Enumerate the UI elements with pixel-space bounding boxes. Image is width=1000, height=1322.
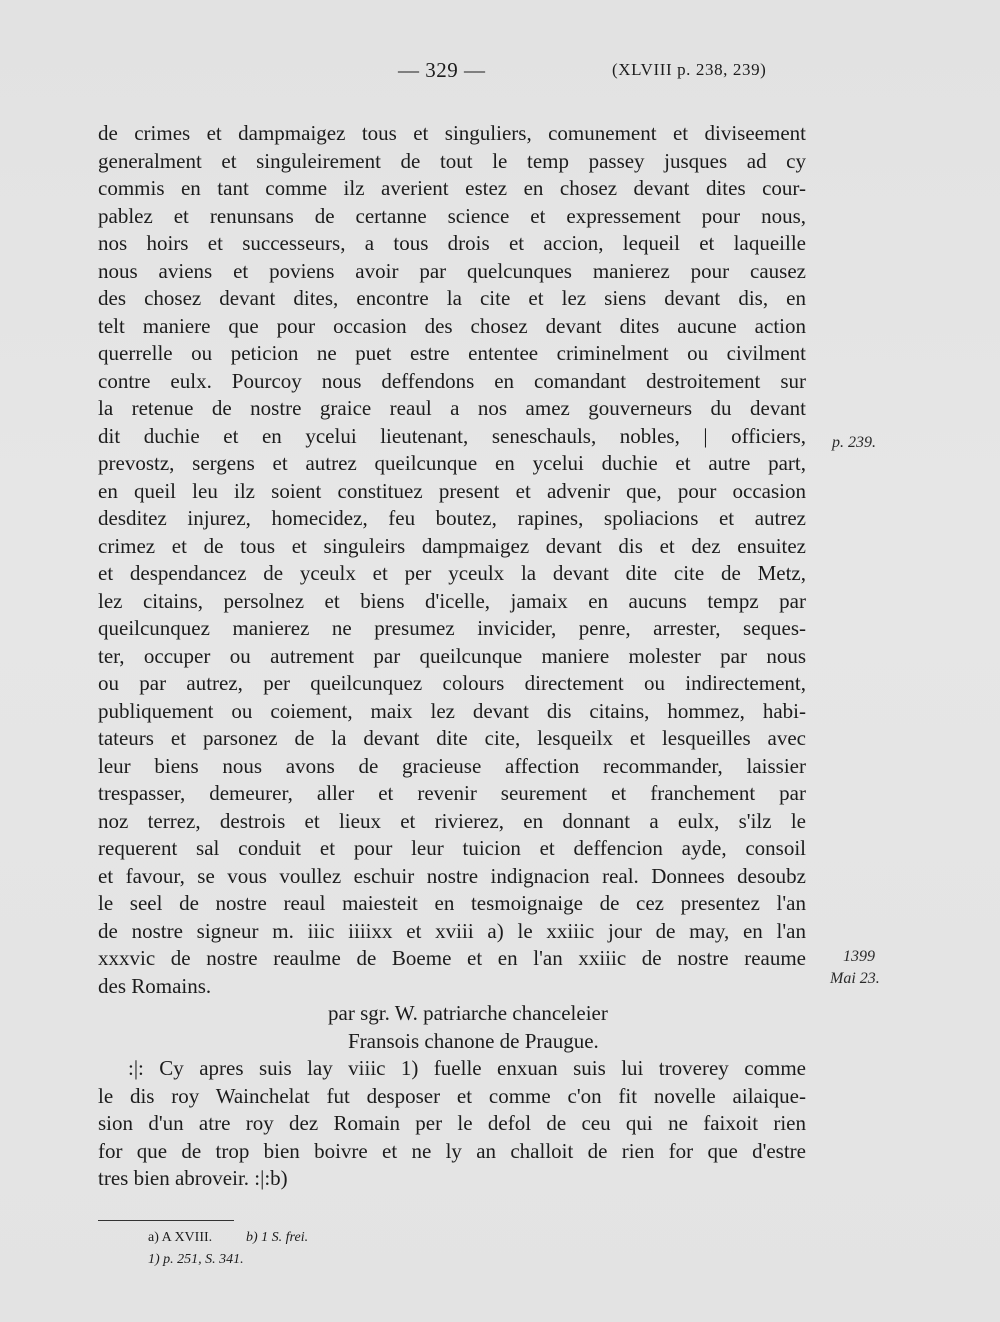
text-line: tateurs et parsonez de la devant dite cite, lesqueilx et lesqueilles avec <box>98 726 806 750</box>
postscript-line: tres bien abroveir. :|:b) <box>98 1166 288 1190</box>
postscript-line: for que de trop bien boivre et ne ly an challoit de rien for que d'estre <box>98 1138 806 1163</box>
postscript-line: :|: Cy apres suis lay viiic 1) fuelle enxuan suis lui troverey comme <box>128 1056 806 1080</box>
page-number: — 329 — <box>398 58 486 82</box>
text-line: de crimes et dampmaigez tous et singuliers, comunement et diviseement <box>98 121 806 145</box>
text-line: et despendancez de yceulx et per yceulx la devant dite cite de Metz, <box>98 561 806 585</box>
text-line: lez citains, persolnez et biens d'icelle, jamaix en aucuns tempz par <box>98 588 806 613</box>
footnote-divider <box>98 1220 234 1221</box>
text-line: requerent sal conduit et pour leur tuicion et deffencion ayde, consoil <box>98 836 806 860</box>
margin-date-year: 1399 <box>843 948 875 965</box>
text-line: le seel de nostre reaul maiesteit en tesmoignaige de cez presentez l'an <box>98 891 806 915</box>
text-line: querrelle ou peticion ne puet estre ententee criminelment ou civilment <box>98 341 806 365</box>
footnote-a: a) A XVIII. <box>148 1230 213 1245</box>
text-line: de nostre signeur m. iiic iiiixx et xviii a) le xxiiic jour de may, en l'an <box>98 918 806 943</box>
text-line: prevostz, sergens et autrez queilcunque en ycelui duchie et autre part, <box>98 451 806 475</box>
postscript-line: le dis roy Wainchelat fut desposer et comme c'on fit novelle ailaique- <box>98 1083 806 1108</box>
footnote-1: 1) p. 251, S. 341. <box>148 1252 244 1267</box>
page-header <box>0 58 1000 88</box>
main-text <box>98 120 806 1193</box>
text-line: nos hoirs et successeurs, a tous drois et accion, lequeil et laqueille <box>98 231 806 255</box>
signature-line: par sgr. W. patriarche chanceleier <box>328 1001 608 1025</box>
footnote-b: b) 1 S. frei. <box>246 1230 309 1245</box>
text-line: desditez injurez, homecidez, feu boutez, rapines, spoliacions et autrez <box>98 506 806 530</box>
text-line: dit duchie et en ycelui lieutenant, seneschauls, nobles, | officiers, <box>98 423 806 448</box>
text-line: ter, occuper ou autrement par queilcunque maniere molester par nous <box>98 643 806 668</box>
text-line: generalment et singuleirement de tout le temp passey jusques ad cy <box>98 148 806 173</box>
text-line: publiquement ou coiement, maix lez devant dis citains, hommez, habi- <box>98 698 806 723</box>
text-line: pablez et renunsans de certanne science et expressement pour nous, <box>98 203 806 228</box>
text-line: commis en tant comme ilz averient estez en chosez devant dites cour- <box>98 176 806 200</box>
text-line: ou par autrez, per queilcunquez colours directement ou indirectement, <box>98 671 806 695</box>
text-line: telt maniere que pour occasion des chosez devant dites aucune action <box>98 313 806 338</box>
text-line: xxxvic de nostre reaulme de Boeme et en l'an xxiiic de nostre reaume <box>98 946 806 970</box>
text-line: queilcunquez manierez ne presumez invicider, penre, arrester, seques- <box>98 616 806 640</box>
text-line: noz terrez, destrois et lieux et rivierez, en donnant a eulx, s'ilz le <box>98 808 806 833</box>
text-line: des Romains. <box>98 973 212 998</box>
text-line: crimez et de tous et singuleirs dampmaigez devant dis et dez ensuitez <box>98 533 806 558</box>
text-line: des chosez devant dites, encontre la cite et lez siens devant dis, en <box>98 286 806 310</box>
text-line: en queil leu ilz soient constituez present et advenir que, pour occasion <box>98 478 806 503</box>
postscript-line: sion d'un atre roy dez Romain per le defol de ceu qui ne faixoit rien <box>98 1111 806 1135</box>
text-line: nous aviens et poviens avoir par quelcunques manierez pour causez <box>98 258 806 283</box>
margin-page-reference: p. 239. <box>832 434 876 451</box>
text-line: leur biens nous avons de gracieuse affection recommander, laissier <box>98 753 806 778</box>
text-line: contre eulx. Pourcoy nous deffendons en comandant destroitement sur <box>98 368 806 393</box>
margin-date-day: Mai 23. <box>830 970 880 987</box>
signature-line: Fransois chanone de Praugue. <box>348 1028 599 1053</box>
text-line: et favour, se vous voullez eschuir nostre indignacion real. Donnees desoubz <box>98 863 806 888</box>
text-line: la retenue de nostre graice reaul a nos amez gouverneurs du devant <box>98 396 806 420</box>
text-line: trespasser, demeurer, aller et revenir seurement et franchement par <box>98 781 806 805</box>
header-reference: (XLVIII p. 238, 239) <box>612 60 767 79</box>
